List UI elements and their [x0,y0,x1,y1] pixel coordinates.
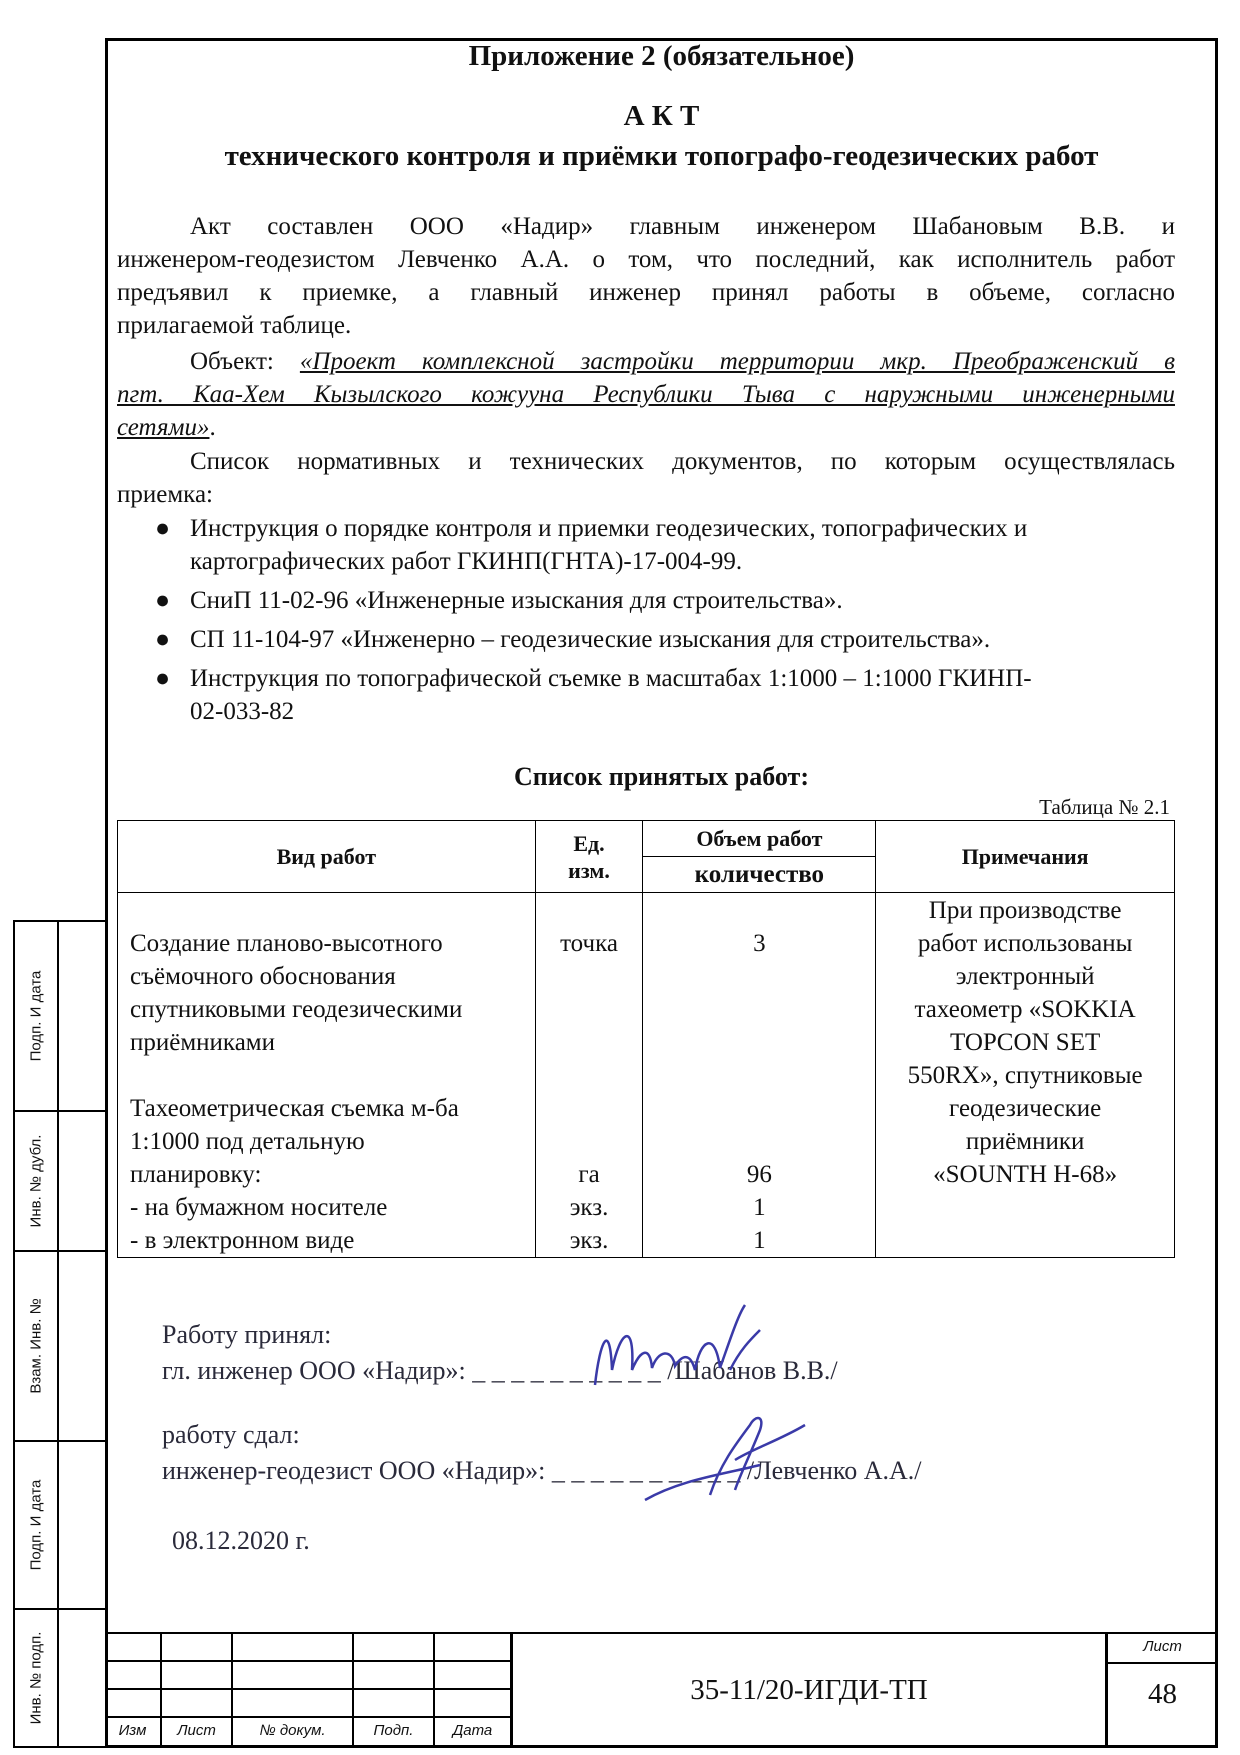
work-line: - на бумажном носителе [130,1194,388,1221]
docs-intro [117,445,1175,511]
side-cell-inv-dup [15,1110,107,1250]
bullet-icon: ● [155,626,171,653]
list-item-text: 02-033-82 [190,698,295,725]
col-header-kind: Вид работ [118,821,536,893]
list-item-text: СП 11-104-97 «Инженерно – геодезические изыскания для строительства». [190,626,991,653]
bullet-icon: ● [155,587,171,614]
side-cell-sign-date-1 [15,920,107,1110]
intro-line: предъявил к приемке, а главный инженер принял работы в объеме, согласно [117,279,1175,306]
side-cell-inv-orig [15,1608,107,1748]
list-item [155,584,1185,617]
docs-intro-line: приемка: [117,481,213,508]
col-header-notes: Примечания [876,821,1175,893]
works-table [117,820,1175,1258]
intro-paragraph [117,210,1175,342]
side-label: Инв. № дубл. [27,1134,45,1228]
note-line: «SOUNTH H-68» [933,1161,1118,1188]
handed-by: инженер-геодезист ООО «Надир»: _ _ _ _ _ _ _ _ _ _ /Левченко А.А./ [162,1456,922,1485]
accepted-by: гл. инженер ООО «Надир»: _ _ _ _ _ _ _ _ _ _ /Шабанов В.В./ [162,1356,838,1385]
accepted-label: Работу принял: [162,1320,332,1349]
note-line: работ использованы [917,930,1133,957]
work-line: Тахеометрическая съемка м-ба [130,1095,459,1122]
signature-levchenko-icon [640,1405,820,1515]
side-label: Подп. И дата [27,1479,45,1571]
stamp-sheet-label: Лист [1143,1638,1182,1655]
unit-value: экз. [569,1227,609,1254]
side-margin-table [13,920,105,1748]
object-label: Объект: [190,348,274,375]
object-name-line: пгт. Каа-Хем Кызылского кожууна Республики Тыва с наружными инженерными [117,381,1175,408]
object-paragraph [117,345,1175,444]
note-line: TOPCON SET [950,1029,1101,1056]
object-tail: . [209,414,216,441]
intro-line: инженером-геодезистом Левченко А.А. о том, что последний, как исполнитель работ [117,246,1175,273]
quantity-value: 1 [753,1227,766,1254]
stamp-col-date: Дата [452,1722,493,1739]
note-line: приёмники [965,1128,1085,1155]
quantity-value: 1 [753,1194,766,1221]
title-block [105,1632,1218,1748]
cell-quantities [643,893,876,1258]
stamp-col-list: Лист [177,1722,216,1739]
quantity-value: 96 [746,1161,772,1188]
bullet-icon: ● [155,515,171,542]
handed-label: работу сдал: [162,1420,300,1449]
note-line: геодезические [949,1095,1102,1122]
appendix-title: Приложение 2 (обязательное) [468,40,855,72]
note-line: тахеометр «SOKKIA [914,996,1136,1023]
signature-shabanov-icon [580,1300,790,1410]
col-header-quantity: количество [643,857,876,893]
cell-works [118,893,536,1258]
work-line: 1:1000 под детальную [130,1128,365,1155]
col-header-volume: Объем работ [643,821,876,857]
object-name-line: сетями» [117,414,210,441]
intro-line: Акт составлен ООО «Надир» главным инженером Шабановым В.В. и [190,213,1175,240]
side-label: Подп. И дата [27,970,45,1062]
quantity-value: 3 [753,930,766,957]
table-title: Список принятых работ: [513,762,809,791]
col-header-unit-line: Ед. [573,830,605,856]
list-item-text: СниП 11-02-96 «Инженерные изыскания для строительства». [190,587,843,614]
work-line: приёмниками [130,1029,275,1056]
side-label: Инв. № подп. [27,1631,45,1725]
list-item [155,662,1185,728]
sheet-number: 48 [1148,1678,1177,1710]
col-header-unit [535,821,643,893]
stamp-col-sign: Подп. [373,1722,414,1739]
stamp-col-izm: Изм [118,1722,147,1739]
object-name-line: «Проект комплексной застройки территории мкр. Преображенский в [299,348,1175,375]
unit-value: экз. [569,1194,609,1221]
bullet-icon: ● [155,665,171,692]
col-header-unit-line: изм. [568,857,610,883]
list-item [155,623,1185,656]
side-label: Взам. Инв. № [27,1298,45,1394]
work-line: планировку: [130,1161,262,1188]
intro-line: прилагаемой таблице. [117,312,352,339]
list-item [155,512,1185,578]
table-row [118,893,1175,1258]
list-item-text: Инструкция по топографической съемке в масштабах 1:1000 – 1:1000 ГКИНП- [190,665,1032,692]
cell-notes [876,893,1175,1258]
list-item-text: картографических работ ГКИНП(ГНТА)-17-004-99. [190,548,743,575]
work-line: съёмочного обоснования [130,963,396,990]
note-line: При производстве [928,897,1122,924]
cell-units [535,893,643,1258]
note-line: электронный [955,963,1095,990]
table-number: Таблица № 2.1 [1039,795,1170,819]
list-item-text: Инструкция о порядке контроля и приемки геодезических, топографических и [190,515,1028,542]
unit-value: точка [560,930,618,957]
act-title: А К Т [623,100,700,132]
work-line: спутниковыми геодезическими [130,996,463,1023]
stamp-col-doc: № докум. [259,1722,326,1739]
act-subtitle: технического контроля и приёмки топографо-геодезических работ [224,140,1099,172]
act-date: 08.12.2020 г. [172,1526,310,1555]
unit-value: га [578,1161,600,1188]
docs-list [155,512,1185,728]
document-code: 35-11/20-ИГДИ-ТП [690,1674,928,1706]
note-line: 550RX», спутниковые [907,1062,1143,1089]
work-line: Создание планово-высотного [130,930,443,957]
work-line: - в электронном виде [130,1227,355,1254]
side-cell-sign-date-2 [15,1440,107,1608]
side-cell-replace-inv [15,1250,107,1440]
docs-intro-line: Список нормативных и технических документов, по которым осуществлялась [190,448,1175,475]
